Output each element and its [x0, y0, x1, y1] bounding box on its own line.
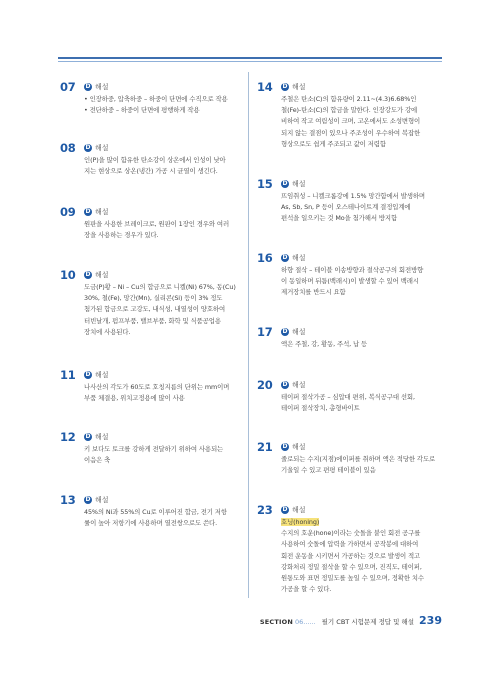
- answer-text: [84, 282, 245, 338]
- question-11: [60, 368, 245, 404]
- page-number: 239: [419, 614, 442, 627]
- answer-d-icon: D: [85, 208, 91, 215]
- answer-line: 회전 운동을 시키면서 가공하는 것으로 발생이 적고: [281, 551, 421, 560]
- answer-d-icon: D: [282, 506, 288, 513]
- question-10: [60, 268, 245, 338]
- page-footer: [260, 614, 442, 627]
- answer-line: 비하여 작고 여림성이 크며, 고온에서도 소성변형이: [281, 117, 421, 126]
- answer-line: 철(Fe)-탄소(C)의 합금을 말한다. 인장강도가 강에: [281, 106, 418, 115]
- question-header: [60, 493, 245, 507]
- answer-label: 해설: [95, 496, 109, 504]
- question-header: [60, 268, 245, 282]
- question-number: 16: [257, 251, 273, 265]
- footer-section-number: 06......: [294, 618, 316, 626]
- answer-line: 인(P)을 많이 함유한 탄소강이 상온에서 인성이 낮아: [84, 156, 226, 164]
- question-header: [257, 503, 447, 517]
- answer-line: • 인장하중, 압축하중 – 하중이 단면에 수직으로 작용: [84, 95, 228, 103]
- answer-d-icon: D: [85, 144, 91, 151]
- question-header: [257, 378, 447, 392]
- question-number: 09: [60, 205, 76, 219]
- answer-label: 해설: [95, 371, 109, 379]
- question-header: [60, 205, 245, 219]
- answer-subtitle: 호닝(honing): [281, 518, 320, 526]
- answer-label: 해설: [95, 144, 109, 152]
- answer-line: 제거장치를 반드시 요함: [281, 288, 346, 297]
- answer-line: 첨가된 합금으로 고강도, 내식성, 내열성이 양호하여: [84, 305, 226, 314]
- column-divider: [248, 72, 249, 598]
- question-header: [60, 141, 245, 155]
- answer-label: 해설: [292, 328, 306, 336]
- question-number: 13: [60, 493, 76, 507]
- answer-d-icon: D: [85, 83, 91, 90]
- answer-text: [281, 517, 447, 595]
- question-number: 10: [60, 268, 76, 282]
- answer-text: [84, 94, 245, 116]
- answer-line: 수지의 호운(hone)이라는 숫돌을 붙인 회전 공구를: [281, 529, 421, 538]
- answer-label: 해설: [292, 83, 306, 91]
- answer-d-icon: D: [282, 328, 288, 335]
- answer-line: • 전단하중 – 하중이 단면에 평행하게 작용: [84, 106, 200, 115]
- question-number: 15: [257, 177, 273, 191]
- answer-line: 장치에 사용된다.: [84, 327, 131, 336]
- question-header: [257, 177, 447, 191]
- question-number: 23: [257, 503, 273, 517]
- answer-line: 도금(P)황 – Ni – Cu의 합금으로 니켈(Ni) 67%, 동(Cu): [84, 283, 236, 291]
- answer-d-icon: D: [85, 271, 91, 278]
- question-number: 21: [257, 440, 273, 454]
- answer-d-icon: D: [282, 443, 288, 450]
- question-number: 14: [257, 80, 273, 94]
- question-number: 17: [257, 325, 273, 339]
- answer-line: 사용하여 숫돌에 압력을 가하면서 공작봉에 대하여: [281, 540, 419, 549]
- answer-text: [281, 94, 447, 150]
- answer-text: [281, 265, 447, 299]
- question-number: 07: [60, 80, 76, 94]
- question-08: [60, 141, 245, 177]
- question-number: 11: [60, 368, 76, 382]
- answer-label: 해설: [95, 433, 109, 441]
- answer-text: [84, 382, 245, 404]
- answer-d-icon: D: [85, 371, 91, 378]
- answer-line: 장을 사용하는 경우가 있다.: [84, 231, 159, 240]
- header-rule-thin: [58, 61, 442, 62]
- answer-line: 형상으로도 쉽게 주조되고 값이 저렴함: [281, 139, 386, 148]
- answer-line: 키 보다도 토크를 강하게 전달하기 위하여 사용되는: [84, 445, 224, 453]
- question-13: [60, 493, 245, 529]
- answer-line: 45%의 Ni과 55%의 Cu로 이루어진 합금, 전기 저항: [84, 508, 227, 516]
- footer-section-label: SECTION: [259, 618, 293, 626]
- answer-line: 원통도와 표면 정밀도를 높일 수 있으며, 정확한 치수: [281, 574, 424, 583]
- answer-line: 테이퍼 절삭장치, 총형바이트: [281, 404, 360, 413]
- header-rule: [58, 57, 442, 59]
- answer-line: 가공을 할 수 있다.: [281, 585, 332, 594]
- question-number: 20: [257, 378, 273, 392]
- answer-text: [281, 339, 447, 350]
- answer-line: 이음은 축: [84, 456, 111, 465]
- answer-line: 뜨임취성 – 니켈크롬강에 1.5% 망간함에서 발생하며: [281, 192, 425, 200]
- question-header: [60, 368, 245, 382]
- question-header: [257, 80, 447, 94]
- question-09: [60, 205, 245, 241]
- question-header: [257, 325, 447, 339]
- question-17: [257, 325, 447, 350]
- answer-label: 해설: [292, 506, 306, 514]
- answer-text: [84, 219, 245, 241]
- question-23: [257, 503, 447, 595]
- answer-line: 터빈날개, 펌프부품, 밸브부품, 화학 및 식품공업용: [84, 316, 221, 325]
- answer-d-icon: D: [282, 381, 288, 388]
- answer-line: 하향 절삭 – 테이블 이송방향과 절삭공구의 회전방향: [281, 266, 424, 274]
- question-12: [60, 430, 245, 466]
- answer-line: 액은 주철, 강, 황동, 주석, 납 등: [281, 340, 368, 348]
- answer-line: 강화처리 정밀 절삭을 할 수 있으며, 진직도, 테이퍼,: [281, 562, 422, 571]
- answer-d-icon: D: [85, 433, 91, 440]
- answer-d-icon: D: [282, 254, 288, 261]
- answer-line: 부품 체결용, 위치고정용에 많이 사용: [84, 394, 185, 403]
- question-20: [257, 378, 447, 414]
- answer-line: 원판을 사용한 브레이크로, 원판이 1장인 경우와 여러: [84, 220, 230, 228]
- answer-label: 해설: [95, 208, 109, 216]
- answer-label: 해설: [292, 254, 306, 262]
- answer-text: [84, 155, 245, 177]
- question-21: [257, 440, 447, 476]
- answer-line: 지는 현상으로 상온(냉간) 가공 시 균열이 생긴다.: [84, 167, 218, 176]
- footer-title: 필기 CBT 시험문제 정답 및 해설: [321, 618, 415, 626]
- answer-line: 30%, 철(Fe), 망간(Mn), 실리콘(Si) 등이 3% 정도: [84, 294, 223, 303]
- answer-line: 이 동일하며 뒤틈(백래시)이 발생할 수 있어 백래시: [281, 277, 419, 286]
- question-14: [257, 80, 447, 150]
- question-15: [257, 177, 447, 225]
- answer-label: 해설: [292, 443, 306, 451]
- answer-line: 나사산의 각도가 60도로 호칭지름의 단위는 mm이며: [84, 383, 230, 391]
- answer-d-icon: D: [282, 180, 288, 187]
- answer-line: 테이퍼 절삭가공 – 심압대 편위, 복식공구대 선회,: [281, 393, 415, 401]
- answer-label: 해설: [95, 83, 109, 91]
- answer-line: 편석을 일으키는 것 Mo을 첨가해서 방지함: [281, 214, 398, 223]
- answer-line: 주철은 탄소(C)의 함유량이 2.11~(4.3)6.68%인: [281, 95, 417, 103]
- answer-text: [84, 507, 245, 529]
- question-header: [257, 440, 447, 454]
- answer-line: As, Sb, Sn, P 등이 오스테나이트계 결정입계에: [281, 203, 411, 212]
- question-16: [257, 251, 447, 299]
- answer-line: 줄로되는 수지(지점)에이퍼를 취하며 액은 적당한 각도로: [281, 455, 436, 463]
- answer-label: 해설: [292, 381, 306, 389]
- answer-label: 해설: [95, 271, 109, 279]
- answer-text: [281, 454, 447, 476]
- question-number: 12: [60, 430, 76, 444]
- answer-text: [84, 444, 245, 466]
- answer-text: [281, 191, 447, 225]
- question-07: [60, 80, 245, 116]
- question-header: [60, 80, 245, 94]
- answer-label: 해설: [292, 180, 306, 188]
- answer-line: 되지 않는 결점이 있으나 주조성이 우수하여 복잡한: [281, 128, 421, 137]
- question-number: 08: [60, 141, 76, 155]
- answer-line: 기울일 수 있고 편평 테이블이 있음: [281, 466, 376, 475]
- answer-d-icon: D: [85, 496, 91, 503]
- answer-d-icon: D: [282, 83, 288, 90]
- answer-text: [281, 392, 447, 414]
- question-header: [257, 251, 447, 265]
- answer-line: 률이 높아 저항기에 사용하며 열전쌍으로도 쓴다.: [84, 519, 218, 528]
- question-header: [60, 430, 245, 444]
